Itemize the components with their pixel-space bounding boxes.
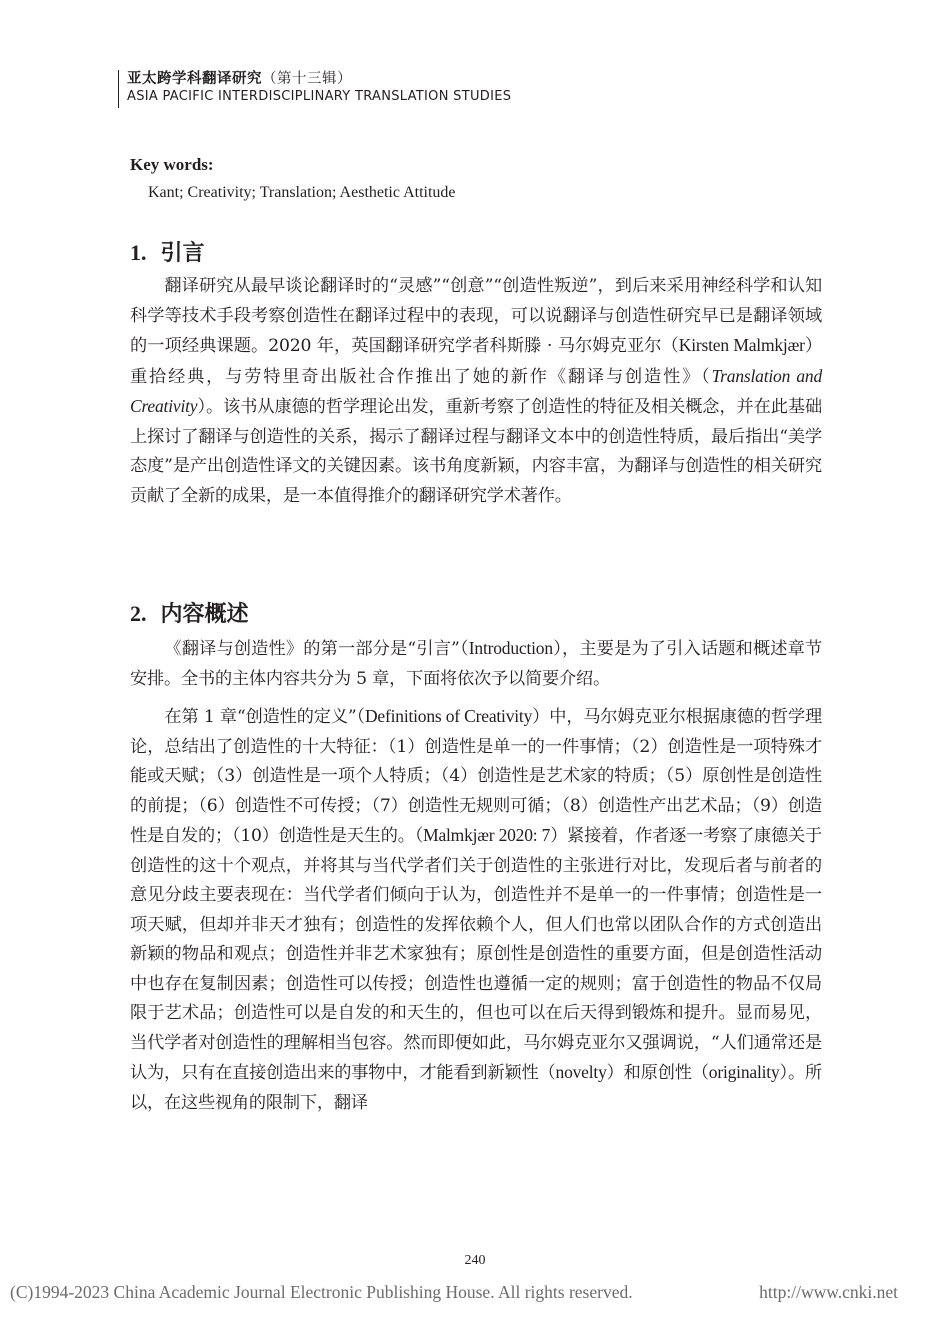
citation: Malmkjær 2020: 7 [423, 825, 551, 845]
section-2-paragraph-1: 《翻译与创造性》的第一部分是“引言”（Introduction），主要是为了引入话题和概述章节安排。全书的主体内容共分为 5 章，下面将依次予以简要介绍。 [130, 638, 822, 689]
section-1-number: 1. [130, 240, 147, 265]
section-2-paragraph-2: 在第 1 章“创造性的定义”（Definitions of Creativity）中，马尔姆克亚尔根据康德的哲学理论，总结出了创造性的十大特征：（1）创造性是单一的一件事情；（2）创造性是一项特殊才能或天赋；（3）创造性是一项个人特质；（4）创造性是艺术家的特质；（5）原创性是创造性的前提；（6）创造性不可传授；（7）创造性无规则可循；（8）创造性产出艺术品；（9）创造性是自发的；（10）创造性是天生的。（Malmkjær 2020: 7）紧接着，作者逐一考察了康德关于创造性的这十个观点，并将其与当代学者们关于创造性的主张进行对比，发现后者与前者的意见分歧主要表现在：当代学者们倾向于认为，创造性并不是单一的一件事情；创造性是一项天赋，但却并非天才独有；创造性的发挥依赖个人，但人们也常以团队合作的方式创造出新颖的物品和观点；创造性并非艺术家独有；原创性是创造性的重要方面，但是创造性活动中也存在复制因素；创造性可以传授；创造性也遵循一定的规则；富于创造性的物品不仅局限于艺术品；创造性可以是自发的和天生的，但也可以在后天得到锻炼和提升。显而易见，当代学者对创造性的理解相当包容。然而即便如此，马尔姆克亚尔又强调说，“人们通常还是认为，只有在直接创造出来的事物中，才能看到新颖性（novelty）和原创性（originality）。所以，在这些视角的限制下，翻译 [130, 706, 823, 1113]
copyright-notice: (C)1994-2023 China Academic Journal Electronic Publishing House. All rights reserved. [10, 1282, 633, 1302]
journal-name-cn: 亚太跨学科翻译研究 [127, 71, 262, 87]
keywords-text: Kant; Creativity; Translation; Aesthetic Attitude [148, 184, 456, 201]
journal-issue-cn: （第十三辑） [262, 71, 352, 87]
section-2-title: 内容概述 [160, 601, 249, 627]
author-name-latin: Kirsten Malmkjær [678, 335, 805, 355]
page-number: 240 [464, 1253, 486, 1268]
section-2-number: 2. [130, 601, 147, 626]
journal-title-cn [127, 70, 511, 88]
cnki-url: http://www.cnki.net [759, 1282, 898, 1302]
keywords-label: Key words: [130, 155, 214, 174]
section-1-heading [130, 236, 205, 267]
section-2-heading [130, 597, 249, 628]
section-1-paragraph: 翻译研究从最早谈论翻译时的“灵感”“创意”“创造性叛逆”，到后来采用神经科学和认知科学等技术手段考察创造性在翻译过程中的表现，可以说翻译与创造性研究早已是翻译领域的一项经典课题。2020 年，英国翻译研究学者科斯滕 · 马尔姆克亚尔（Kirsten Malmkjær）重拾经典，与劳特里奇出版社合作推出了她的新作《翻译与创造性》（Translation and Creativity）。该书从康德的哲学理论出发，重新考察了创造性的特征及相关概念，并在此基础上探讨了翻译与创造性的关系，揭示了翻译过程与翻译文本中的创造性特质，最后指出“美学态度”是产出创造性译文的关键因素。该书角度新颖，内容丰富，为翻译与创造性的相关研究贡献了全新的成果，是一本值得推介的翻译研究学术著作。 [130, 276, 822, 506]
journal-title-en: ASIA PACIFIC INTERDISCIPLINARY TRANSLATION STUDIES [127, 89, 512, 104]
book-title-italic: Translation and Creativity [130, 365, 822, 416]
section-1-title: 引言 [160, 240, 205, 266]
running-header [118, 70, 511, 108]
